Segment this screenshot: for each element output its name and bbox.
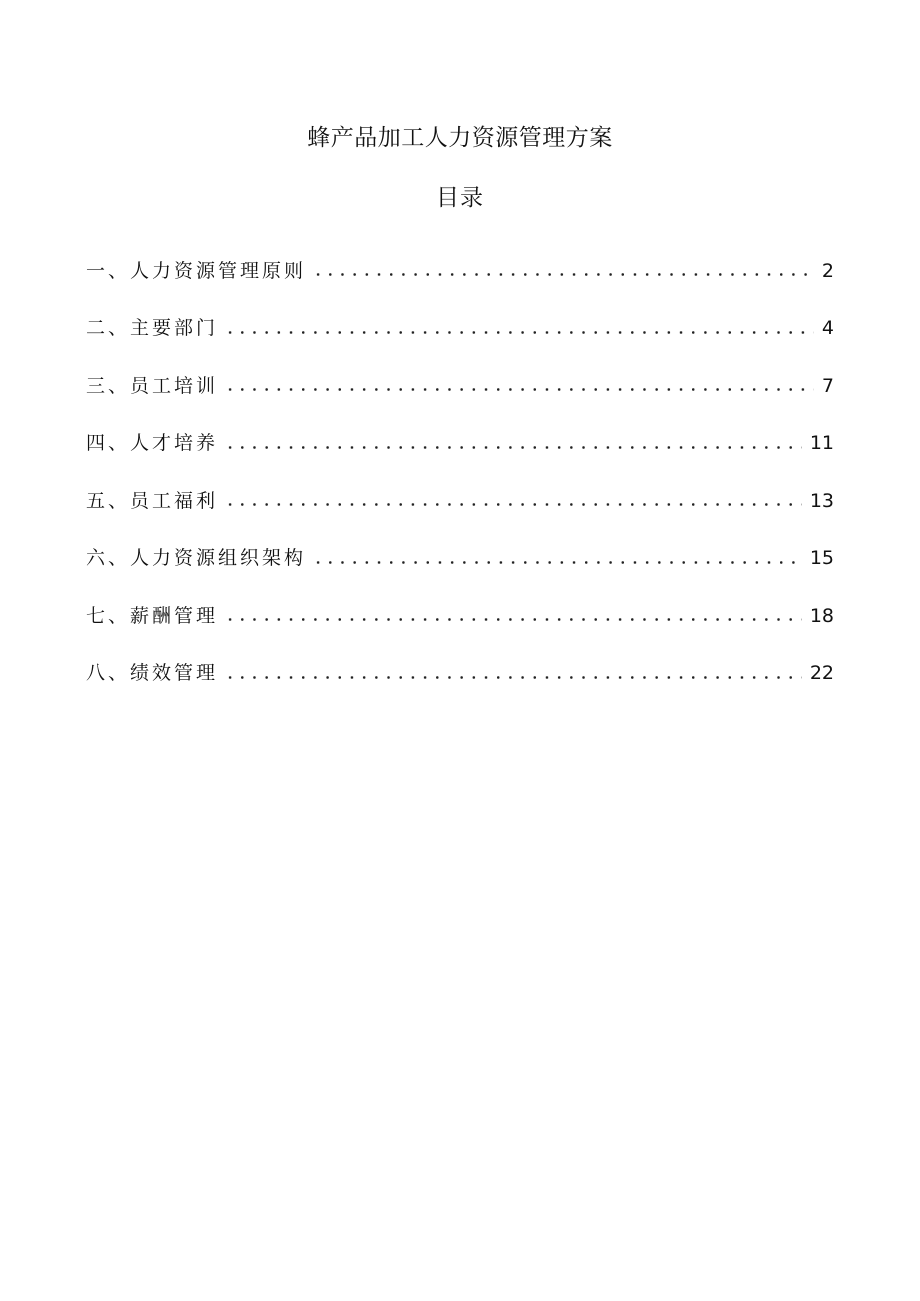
toc-entry-label: 四、人才培养 [86, 432, 219, 455]
toc-entry[interactable] [86, 357, 834, 415]
toc-page-number: 13 [809, 489, 834, 512]
toc-dot-leader [224, 618, 802, 621]
toc-entry[interactable] [86, 472, 834, 530]
toc-dot-leader [312, 561, 802, 564]
toc-dot-leader [224, 388, 814, 391]
toc-dot-leader [312, 273, 814, 276]
toc-heading: 目录 [436, 185, 484, 211]
toc-page-number: 22 [809, 662, 834, 685]
toc-entry[interactable] [86, 300, 834, 358]
document-title: 蜂产品加工人力资源管理方案 [307, 125, 613, 151]
toc-dot-leader [224, 331, 814, 334]
toc-entry[interactable] [86, 530, 834, 588]
toc-entry[interactable] [86, 415, 834, 473]
toc-entry[interactable] [86, 587, 834, 645]
toc-page-number: 7 [821, 374, 834, 397]
toc-page-number: 18 [809, 604, 834, 627]
toc-dot-leader [224, 676, 802, 679]
toc-entry-label: 一、人力资源管理原则 [86, 259, 307, 282]
toc-entry[interactable] [86, 242, 834, 300]
toc-page-number: 4 [821, 317, 834, 340]
toc-entry-label: 七、薪酬管理 [86, 604, 219, 627]
toc-page-number: 15 [809, 547, 834, 570]
toc-dot-leader [224, 503, 802, 506]
toc-entry[interactable] [86, 645, 834, 703]
toc-entry-label: 五、员工福利 [86, 489, 219, 512]
toc-entry-label: 八、绩效管理 [86, 662, 219, 685]
table-of-contents [86, 242, 834, 702]
toc-dot-leader [224, 446, 802, 449]
toc-entry-label: 六、人力资源组织架构 [86, 547, 307, 570]
toc-entry-label: 三、员工培训 [86, 374, 219, 397]
toc-page-number: 2 [821, 259, 834, 282]
toc-entry-label: 二、主要部门 [86, 317, 219, 340]
toc-page-number: 11 [809, 432, 834, 455]
